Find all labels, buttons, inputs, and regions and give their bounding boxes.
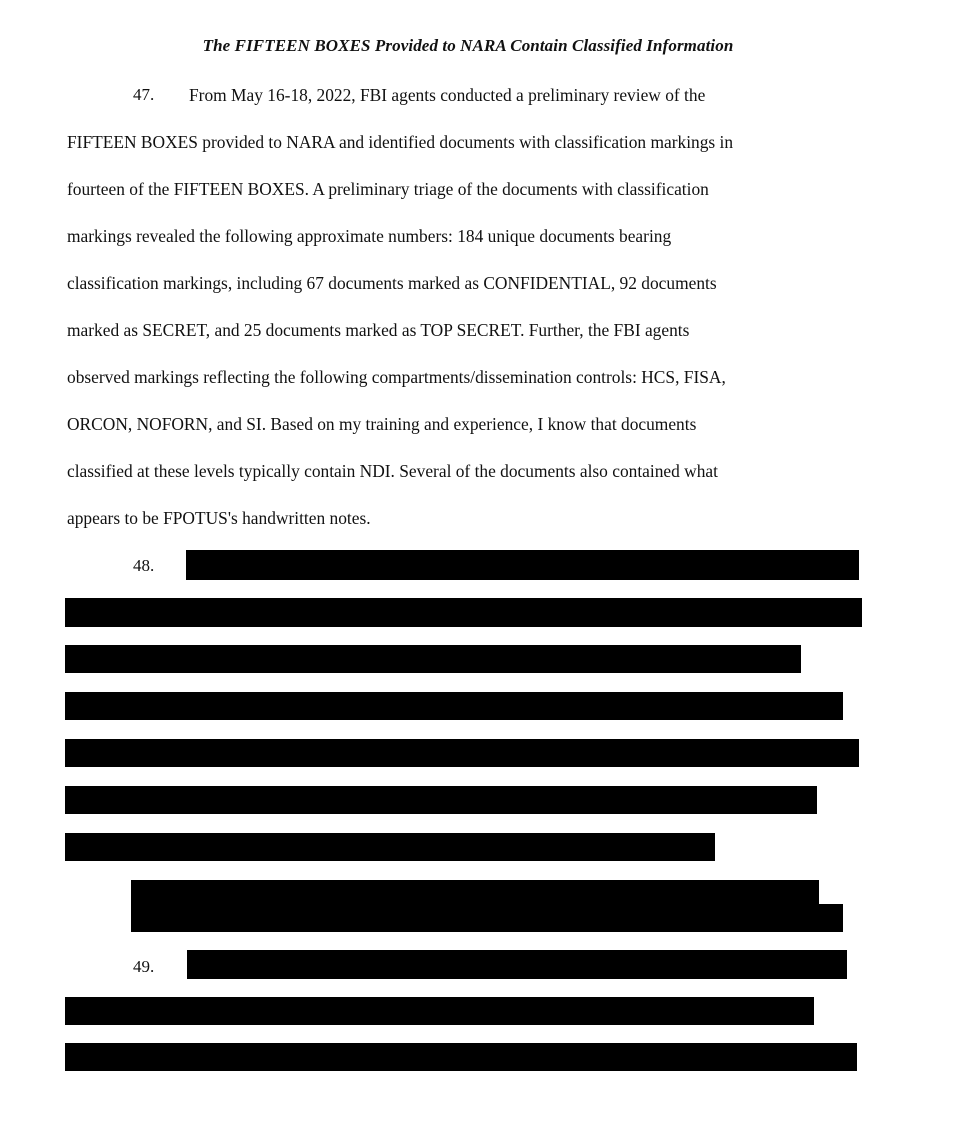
paragraph-47-line: appears to be FPOTUS's handwritten notes. <box>67 508 371 528</box>
paragraph-47-line: classification markings, including 67 documents marked as CONFIDENTIAL, 92 documents <box>67 273 717 293</box>
paragraph-47-line: ORCON, NOFORN, and SI. Based on my training and experience, I know that documents <box>67 414 697 434</box>
paragraph-47-line: classified at these levels typically contain NDI. Several of the documents also contained what <box>67 461 718 481</box>
redaction-bar <box>65 833 715 861</box>
redaction-bar <box>65 997 814 1025</box>
redaction-bar <box>186 550 859 580</box>
paragraph-47-line: From May 16-18, 2022, FBI agents conducted a preliminary review of the <box>189 85 706 105</box>
paragraph-47-line: markings revealed the following approximate numbers: 184 unique documents bearing <box>67 226 672 246</box>
paragraph-47-line: observed markings reflecting the following compartments/dissemination controls: HCS, FISA, <box>67 367 726 387</box>
redaction-block <box>810 904 843 932</box>
paragraph-47-line: FIFTEEN BOXES provided to NARA and identified documents with classification markings in <box>67 132 734 152</box>
redaction-bar <box>65 692 843 720</box>
redaction-bar <box>65 1043 857 1071</box>
paragraph-47-line: marked as SECRET, and 25 documents marked as TOP SECRET. Further, the FBI agents <box>67 320 690 340</box>
section-heading: The FIFTEEN BOXES Provided to NARA Contain Classified Information <box>202 36 734 55</box>
redaction-block <box>131 880 819 932</box>
redaction-bar <box>65 598 862 627</box>
redaction-bar <box>187 950 847 979</box>
paragraph-number-48: 48. <box>133 556 155 575</box>
redaction-bar <box>65 786 817 814</box>
redaction-bar <box>65 645 801 673</box>
paragraph-47-line: fourteen of the FIFTEEN BOXES. A preliminary triage of the documents with classification <box>67 179 709 199</box>
paragraph-number-47: 47. <box>133 85 155 104</box>
paragraph-number-49: 49. <box>133 957 155 976</box>
redaction-bar <box>65 739 859 767</box>
